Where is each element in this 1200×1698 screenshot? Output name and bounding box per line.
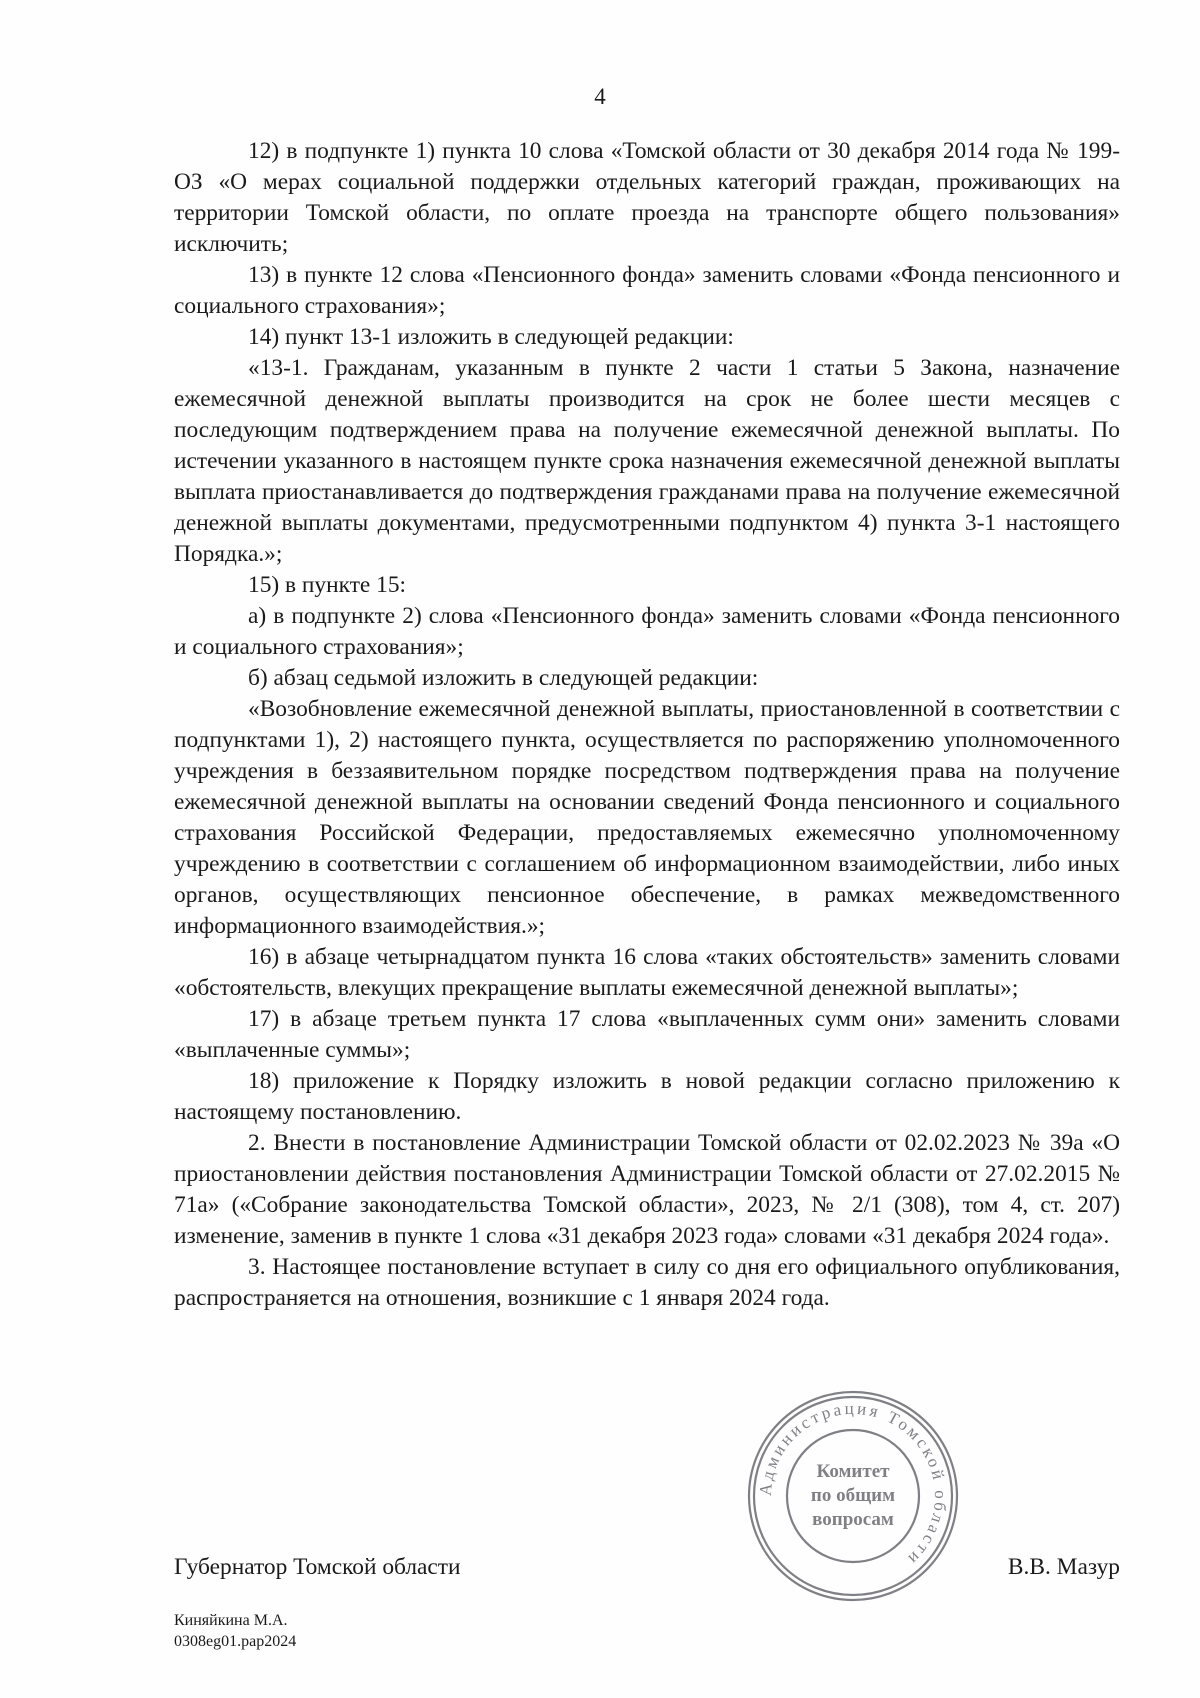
stamp-line-2: по общим	[810, 1485, 896, 1506]
paragraph: 17) в абзаце третьем пункта 17 слова «выплаченных сумм они» заменить словами «выплаченные суммы»;	[174, 1006, 1120, 1063]
paragraph: 3. Настоящее постановление вступает в силу со дня его официального опубликования, распространяется на отношения, возникшие с 1 января 2024 года.	[174, 1254, 1120, 1311]
official-stamp	[742, 1385, 964, 1607]
stamp-line-1: Комитет	[816, 1461, 890, 1482]
paragraph: 18) приложение к Порядку изложить в новой редакции согласно приложению к настоящему постановлению.	[174, 1068, 1120, 1125]
document-body	[174, 136, 1120, 1314]
stamp-line-3: вопросам	[812, 1509, 894, 1530]
executor-name: Киняйкина М.А.	[174, 1612, 288, 1629]
paragraph: 12) в подпункте 1) пункта 10 слова «Томской области от 30 декабря 2014 года № 199-ОЗ «О мерах социальной поддержки отдельных категорий граждан, проживающих на территории Томской области, по оплате проезда на транспорте общего пользования» исключить;	[174, 138, 1120, 257]
paragraph: «13-1. Гражданам, указанным в пункте 2 части 1 статьи 5 Закона, назначение ежемесячной денежной выплаты производится на срок не более шести месяцев с последующим подтверждением права на получение ежемесячной денежной выплаты. По истечении указанного в настоящем пункте срока назначения ежемесячной денежной выплаты выплата приостанавливается до подтверждения гражданами права на получение ежемесячной денежной выплаты документами, предусмотренными подпунктом 4) пункта 3-1 настоящего Порядка.»;	[174, 355, 1120, 567]
signature-name: В.В. Мазур	[1007, 1554, 1120, 1580]
signature-position: Губернатор Томской области	[174, 1554, 461, 1580]
paragraph: б) абзац седьмой изложить в следующей редакции:	[248, 665, 759, 691]
stamp-ring-textpath: Администрация Томской области	[755, 1398, 951, 1571]
executor-file: 0308eg01.pap2024	[174, 1633, 297, 1650]
paragraph: 14) пункт 13-1 изложить в следующей редакции:	[248, 324, 734, 350]
paragraph: а) в подпункте 2) слова «Пенсионного фонда» заменить словами «Фонда пенсионного и социального страхования»;	[174, 603, 1120, 660]
paragraph: «Возобновление ежемесячной денежной выплаты, приостановленной в соответствии с подпунктами 1), 2) настоящего пункта, осуществляется по распоряжению уполномоченного учреждения в беззаявительном порядке посредством подтверждения права на получение ежемесячной денежной выплаты на основании сведений Фонда пенсионного и социального страхования Российской Федерации, предоставляемых ежемесячно уполномоченному учреждению в соответствии с соглашением об информационном взаимодействии, либо иных органов, осуществляющих пенсионное обеспечение, в рамках межведомственного информационного взаимодействия.»;	[174, 696, 1120, 939]
page-number: 4	[594, 84, 606, 109]
executor-block	[174, 1610, 296, 1652]
paragraph: 15) в пункте 15:	[248, 572, 407, 598]
stamp-seal-graphic	[742, 1385, 964, 1607]
paragraph: 16) в абзаце четырнадцатом пункта 16 слова «таких обстоятельств» заменить словами «обстоятельств, влекущих прекращение выплаты ежемесячной денежной выплаты»;	[174, 944, 1120, 1001]
stamp-center-text	[811, 1461, 895, 1530]
paragraph: 2. Внести в постановление Администрации Томской области от 02.02.2023 № 39а «О приостановлении действия постановления Администрации Томской области от 27.02.2015 № 71а» («Собрание законодательства Томской области», 2023, № 2/1 (308), том 4, ст. 207) изменение, заменив в пункте 1 слова «31 декабря 2023 года» словами «31 декабря 2024 года».	[174, 1130, 1120, 1249]
paragraph: 13) в пункте 12 слова «Пенсионного фонда» заменить словами «Фонда пенсионного и социального страхования»;	[174, 262, 1120, 319]
